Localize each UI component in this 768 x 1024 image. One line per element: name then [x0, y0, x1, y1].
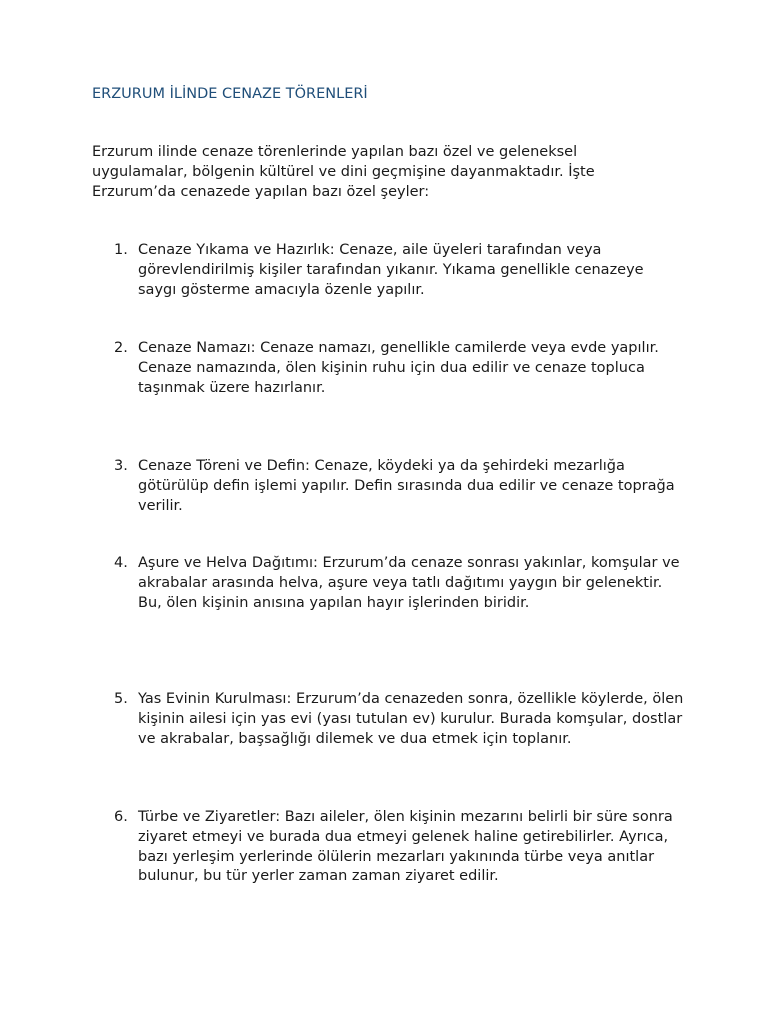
list-item-number: 2.: [114, 340, 128, 356]
list-item: [114, 339, 684, 398]
list-item-text: Aşure ve Helva Dağıtımı: Erzurum’da cenaze sonrası yakınlar, komşular ve akrabalar arasında helva, aşure veya tatlı dağıtımı yaygın bir gelenektir. Bu, ölen kişinin anısına yapılan hayır işlerinden biridir.: [138, 555, 680, 611]
list-item: [114, 457, 684, 516]
document-title: ERZURUM İLİNDE CENAZE TÖRENLERİ: [92, 86, 368, 102]
list-item-text: Yas Evinin Kurulması: Erzurum’da cenazeden sonra, özellikle köylerde, ölen kişinin ailesi için yas evi (yası tutulan ev) kurulur. Burada komşular, dostlar ve akrabalar, başsağlığı dilemek ve dua etmek için toplanır.: [138, 691, 684, 747]
list-item-number: 5.: [114, 691, 128, 707]
list-item-number: 6.: [114, 809, 128, 825]
list-item: [114, 808, 684, 887]
list-item: [114, 241, 684, 300]
list-item-text: Cenaze Namazı: Cenaze namazı, genellikle camilerde veya evde yapılır. Cenaze namazında, ölen kişinin ruhu için dua edilir ve cenaze topluca taşınmak üzere hazırlanır.: [138, 340, 659, 396]
list-item: [114, 690, 684, 749]
list-item: [114, 554, 684, 613]
list-item-text: Türbe ve Ziyaretler: Bazı aileler, ölen kişinin mezarını belirli bir süre sonra ziyaret etmeyi ve burada dua etmeyi gelenek haline getirebilirler. Ayrıca, bazı yerleşim yerlerinde ölülerin mezarları yakınında türbe veya anıtlar bulunur, bu tür yerler zaman zaman ziyaret edilir.: [138, 809, 673, 885]
list-item-text: Cenaze Yıkama ve Hazırlık: Cenaze, aile üyeleri tarafından veya görevlendirilmiş kişiler tarafından yıkanır. Yıkama genellikle cenazeye saygı gösterme amacıyla özenle yapılır.: [138, 242, 644, 298]
list-item-number: 1.: [114, 242, 128, 258]
intro-paragraph: Erzurum ilinde cenaze törenlerinde yapılan bazı özel ve geleneksel uygulamalar, bölgenin kültürel ve dini geçmişine dayanmaktadır. İşte Erzurum’da cenazede yapılan bazı özel şeyler:: [92, 144, 595, 200]
list-item-number: 3.: [114, 458, 128, 474]
list-item-number: 4.: [114, 555, 128, 571]
list-item-text: Cenaze Töreni ve Defin: Cenaze, köydeki ya da şehirdeki mezarlığa götürülüp defin işlemi yapılır. Defin sırasında dua edilir ve cenaze toprağa verilir.: [138, 458, 675, 514]
